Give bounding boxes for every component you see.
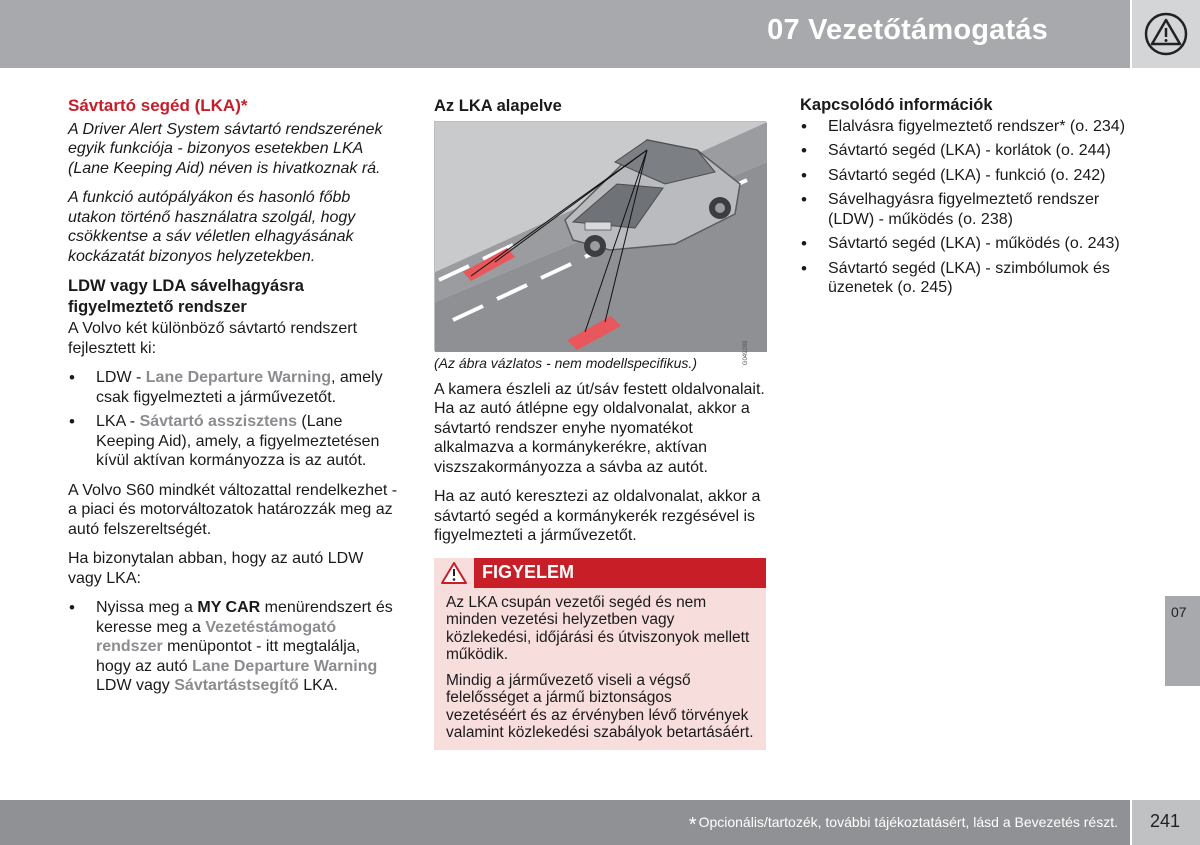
paragraph: A Volvo két különböző sávtartó rendszert fejlesztett ki: xyxy=(68,320,358,357)
related-link[interactable]: • Elalvásra figyelmeztető rendszer* (o. 234) xyxy=(800,117,1140,137)
menu-term: Lane Departure Warning xyxy=(192,657,378,675)
footer-note-text: Opcionális/tartozék, további tájékoztatásért, lásd a Bevezetés részt. xyxy=(698,814,1118,830)
related-links-list xyxy=(800,117,1140,298)
menu-term: Sávtartó asszisztens xyxy=(139,413,297,430)
page-number-box xyxy=(1132,800,1200,845)
warning-triangle-icon xyxy=(1144,12,1188,56)
bullet-list xyxy=(68,368,398,471)
section-heading: Sávtartó segéd (LKA)* xyxy=(68,96,248,115)
column-middle xyxy=(434,96,766,750)
paragraph: A kamera észleli az út/sáv festett oldalvonalait. Ha az autó átlépne egy oldalvonalat, akkor a sávtartó rendszer enyhe nyomatékot alkalmazva a kormánykerékre, aktívan viszszakormányozza a sávba az autót. xyxy=(434,380,765,476)
related-link[interactable]: • Sávtartó segéd (LKA) - szimbólumok és üzenetek (o. 245) xyxy=(800,259,1140,298)
list-item xyxy=(68,412,398,471)
header-bar xyxy=(0,0,1130,68)
section-heading: Az LKA alapelve xyxy=(434,97,562,115)
item-text: LKA - xyxy=(96,413,140,430)
column-right xyxy=(800,96,1140,308)
intro-paragraph: A Driver Alert System sávtartó rendszerének egyik funkciója - bizonyos esetekben LKA (Lane Keeping Aid) néven is hivatkoznak rá. xyxy=(68,120,383,177)
road-car-illustration xyxy=(435,122,767,352)
warning-header xyxy=(434,558,766,588)
item-text: LDW vagy xyxy=(96,677,175,694)
intro-paragraph: A funkció autópályákon és hasonló főbb utakon történő használatra szolgál, hogy csökkentse a sáv véletlen elhagyásának kockázatát bizonyos helyzetekben. xyxy=(68,189,356,265)
warning-box xyxy=(434,558,766,750)
item-text: (Lane Keeping Aid), amely, a figyelmeztetésen kívül aktívan kormányozza is az autót. xyxy=(96,413,380,469)
related-info-heading: Kapcsolódó információk xyxy=(800,96,993,114)
related-link[interactable]: • Sávtartó segéd (LKA) - korlátok (o. 244) xyxy=(800,141,1140,161)
menu-term: Lane Departure Warning xyxy=(145,369,331,386)
figure-code: G049289 xyxy=(743,340,750,365)
page-number: 241 xyxy=(1150,811,1181,831)
figure-caption: (Az ábra vázlatos - nem modellspecifikus.) xyxy=(434,355,697,371)
paragraph: Ha bizonytalan abban, hogy az autó LDW vagy LKA: xyxy=(68,550,364,587)
chapter-title: 07 Vezetőtámogatás xyxy=(767,14,1048,46)
related-link[interactable]: • Sávelhagyásra figyelmeztető rendszer (LDW) - működés (o. 238) xyxy=(800,190,1140,229)
related-link[interactable]: • Sávtartó segéd (LKA) - funkció (o. 242) xyxy=(800,166,1140,186)
warning-title: FIGYELEM xyxy=(482,561,575,582)
list-item xyxy=(68,368,398,407)
item-text: , amely csak figyelmezteti a járművezetőt. xyxy=(96,369,383,406)
bullet-list xyxy=(68,598,398,696)
warning-paragraph: Az LKA csupán vezetői segéd és nem minden vezetési helyzetben vagy közlekedési, időjárási és útviszonyok mellett működik. xyxy=(446,593,750,663)
paragraph: Ha az autó keresztezi az oldalvonalat, akkor a sávtartó segéd a kormánykerék rezgésével is figyelmezteti a járművezetőt. xyxy=(434,488,761,544)
chapter-tab-label: 07 xyxy=(1171,604,1187,620)
menu-term: MY CAR xyxy=(197,599,261,616)
footer-note xyxy=(689,814,1118,837)
subheading: LDW vagy LDA sávelhagyásra figyelmeztető rendszer xyxy=(68,277,304,316)
warning-paragraph: Mindig a járművezető viseli a végső felelősséget a jármű biztonságos vezetéséért és az érvényben lévő törvények valamint közlekedési szabályok betartásáért. xyxy=(446,671,754,741)
header-icon-box xyxy=(1132,0,1200,68)
item-text: LDW - xyxy=(96,369,146,386)
related-link[interactable]: • Sávtartó segéd (LKA) - működés (o. 243) xyxy=(800,234,1140,254)
asterisk: * xyxy=(688,814,697,836)
item-text: menürendszert és keresse meg a xyxy=(96,599,393,636)
item-text: LKA. xyxy=(298,677,338,694)
paragraph: A Volvo S60 mindkét változattal rendelkezhet - a piaci és motorváltozatok határozzák meg az autó felszereltségét. xyxy=(68,481,398,538)
footer-bar xyxy=(0,800,1130,845)
menu-term: Sávtartástsegítő xyxy=(174,677,299,694)
warning-triangle-icon xyxy=(434,558,474,588)
menu-term: Vezetéstámogató rendszer xyxy=(96,618,337,655)
item-text: menüpontot - itt megtalálja, hogy az autó xyxy=(96,638,361,675)
chapter-tab xyxy=(1165,596,1200,686)
column-left xyxy=(68,96,398,706)
warning-body xyxy=(434,588,766,750)
list-item xyxy=(68,598,398,696)
item-text: Nyissa meg a xyxy=(96,599,198,616)
